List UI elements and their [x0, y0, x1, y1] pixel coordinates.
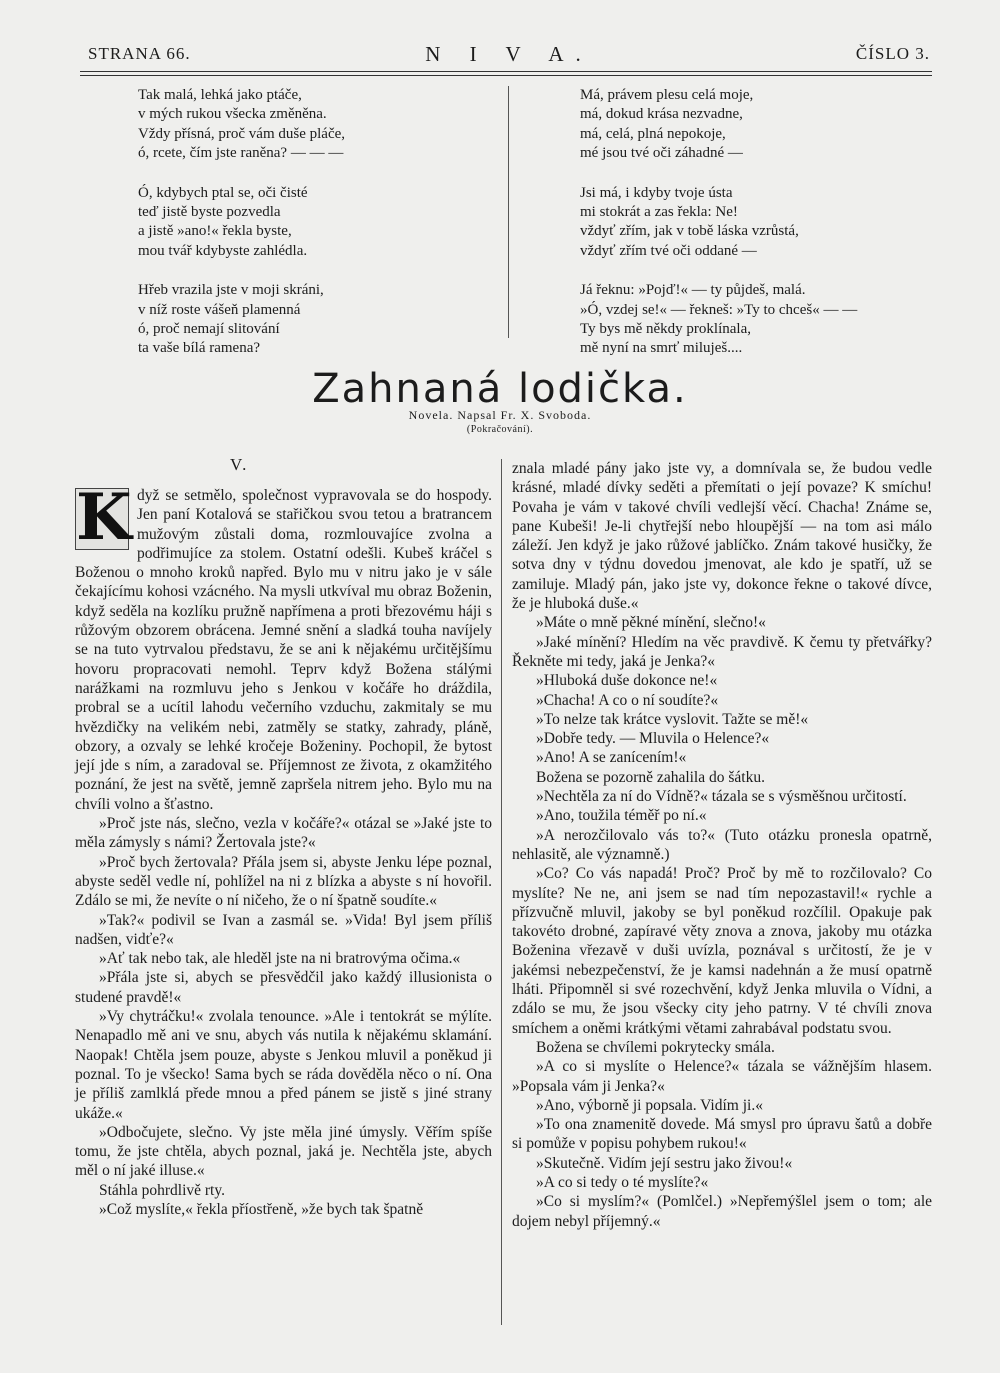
poem-stanza	[138, 184, 488, 262]
poem-line: mé jsou tvé oči záhadné —	[580, 145, 743, 162]
poem-stanza	[138, 86, 488, 164]
poem-line: Hřeb vrazila jste v moji skráni,	[138, 282, 324, 299]
poem-line: vždyť zřím tvé oči oddané —	[580, 242, 757, 259]
poem-line: má, dokud krása nezvadne,	[580, 106, 743, 123]
paragraph: Božena se pozorně zahalila do šátku.	[536, 768, 765, 786]
poem-line: Vždy přísná, proč vám duše pláče,	[138, 125, 346, 142]
poem-line: vždyť zřím, jak v tobě láska vzrůstá,	[580, 223, 799, 240]
paragraph: znala mladé pány jako jste vy, a domnívala se, že budou vedle krásné, mladé dívky seděti a přemítati o její povaze? K smíchu! Povaha je vám v takové chvíli vedlejší věcí. Chacha! Známe se, pane Kubeši! Je-li chytřejší nebo hloupější — na tom asi málo záleží. Jen když je jako růžové jablíčko. Znám takové husičky, že sotva dny v týdnu dovedou jmenovat, ale kdo je spatří, už se zamiluje. Mladý pán, jako jste vy, dokonce řekne o takové dívce, že je hluboká duše.«	[512, 460, 932, 613]
chapter-number: V.	[230, 455, 249, 474]
paragraph: »Hluboká duše dokonce ne!«	[536, 672, 718, 690]
poem-line: mou tvář kdybyste zahlédla.	[138, 242, 308, 259]
paragraph: »Co si myslím?« (Pomlčel.) »Nepřemýšlel jsem o tom; ale dojem nebyl příjemný.«	[512, 1193, 932, 1230]
poem-line: ó, rcete, čím jste raněna? — — —	[138, 145, 344, 162]
paragraph: »Ano, výborně ji popsala. Vidím ji.«	[536, 1096, 763, 1114]
paragraph: »Proč jste nás, slečno, vezla v kočáře?« otázal se »Jaké jste to měla zámysly s námi? Žertovala jste?«	[75, 815, 492, 852]
paragraph: »To nelze tak krátce vyslovit. Tažte se mě!«	[536, 710, 809, 728]
paragraph: »Jaké mínění? Hledím na věc pravdivě. K čemu ty přetvářky? Řekněte mi tedy, jaká je Jenka?«	[512, 633, 932, 670]
paragraph: Stáhla pohrdlivě rty.	[99, 1181, 225, 1199]
paragraph: »Přála jste si, abych se přesvědčil jako každý illusionista o studené pravdě!«	[75, 969, 492, 1006]
paragraph: »Proč bych žertovala? Přála jsem si, abyste Jenku lépe poznal, abyste seděl vedle ní, pohlížel na ni z blízka a abyste s ní hovořil. Zdálo se mi, že nevíte o ní ničeho, že o ní špatně soudíte.«	[75, 853, 492, 910]
poem-stanza	[138, 281, 488, 359]
article-byline: Novela. Napsal Fr. X. Svoboda.	[408, 408, 592, 422]
poem-line: v mých rukou všecka změněna.	[138, 106, 327, 123]
paragraph: Božena se chvílemi pokrytecky smála.	[536, 1038, 775, 1056]
issue-number: ČÍSLO 3.	[855, 44, 930, 63]
paragraph: »Skutečně. Vidím její sestru jako živou!«	[536, 1154, 793, 1172]
paragraph: »Co? Co vás napadá! Proč? Proč by mě to rozčilovalo? Co myslíte? Ne ne, ani jsem se nad tím nepozastavil!« rychle a přízvučně mluvil, jakoby se byl poněkud rozčílil. Opakuje pak takovéto drobné, zapíravé věty znova a znova, jakoby mu otázka Boženina vřezavě v duši uvízla, poznával s určitostí, že je v jakémsi nebezpečenství, že je kamsi nadehnán a že musí opatrně lháti. Připomněl si své rozechvění, když Jenka mluvila o Vídni, a zdálo se mu, že jsou všecky city jeho patrny. V té chvíli znova smíchem a oněmi krátkými větami zahrabával podstatu svou.	[512, 865, 932, 1037]
poem-line: »Ó, vzdej se!« — řekneš: »Ty to chceš« — —	[580, 301, 858, 318]
paragraph: »Chacha! A co o ní soudíte?«	[536, 691, 719, 709]
poem-right-column	[580, 86, 920, 379]
paragraph: »A co si myslíte o Helence?« tázala se vážnějším hlasem. »Popsala vám ji Jenka?«	[512, 1058, 932, 1095]
paragraph: »A nerozčilovalo vás to?« (Tuto otázku pronesla opatrně, nehlasitě, ale významně.)	[512, 826, 932, 863]
poem-line: Já řeknu: »Pojď!« — ty půjdeš, malá.	[580, 282, 806, 299]
running-header	[88, 44, 930, 70]
poem-line: Má, právem plesu celá moje,	[580, 87, 754, 103]
paragraph: »Vy chytráčku!« zvolala tenounce. »Ale i tentokrát se mýlíte. Nenapadlo mě ani ve snu, abych vás nutila k nějakému sklamání. Naopak! Chtěla jsem pouze, abyste s Jenkou mluvil a poněkud ji poznal. To je všecko! Sama bych se ráda dověděla něco o ní. Ona je příliš zamlklá přede mnou a před pánem se jistě s jiné strany ukáže.«	[75, 1008, 492, 1122]
header-rule	[80, 71, 932, 72]
paragraph: »Odbočujete, slečno. Vy jste měla jiné úmysly. Věřím spíše tomu, že jste chtěla, abych poznal, jaká je. Nechtěla jste, abych měl o ní jaké illuse.«	[75, 1123, 492, 1180]
journal-name: N I V A.	[425, 42, 593, 66]
poem-stanza	[580, 86, 920, 164]
poem-line: Ó, kdybych ptal se, oči čisté	[138, 184, 308, 201]
poem-line: teď jistě byste pozvedla	[138, 204, 281, 221]
poem-line: Ty bys mě někdy proklínala,	[580, 321, 751, 338]
poem-stanza	[580, 281, 920, 359]
paragraph: »Nechtěla za ní do Vídně?« tázala se s výsměšnou určitostí.	[536, 788, 907, 806]
poem-line: Jsi má, i kdyby tvoje ústa	[580, 184, 733, 201]
article-left-column	[75, 480, 492, 1219]
continuation-note: (Pokračování).	[466, 424, 534, 435]
poem-line: ó, proč nemají slitování	[138, 321, 280, 338]
poem-line: v níž roste vášeň plamenná	[138, 301, 301, 318]
poem-line: mi stokrát a zas řekla: Ne!	[580, 204, 738, 221]
paragraph: »To ona znamenitě dovede. Má smysl pro úpravu šatů a dobře si pomůže v popisu pohybem rukou!«	[512, 1116, 932, 1153]
column-divider	[508, 86, 509, 338]
paragraph: »Ano, toužila téměř po ní.«	[536, 807, 707, 825]
poem-line: ta vaše bílá ramena?	[138, 340, 261, 357]
paragraph: »Dobře tedy. — Mluvila o Helence?«	[536, 730, 770, 748]
paragraph: »Ať tak nebo tak, ale hleděl jste na ni bratrovýma očima.«	[99, 950, 461, 968]
article-title: Zahnaná lodička.	[312, 366, 688, 412]
poem-left-column	[138, 86, 488, 379]
poem-stanza	[580, 184, 920, 262]
paragraph: »Což myslíte,« řekla příostřeně, »že bych tak špatně	[99, 1200, 424, 1218]
poem-line: mě nyní na smrť miluješ....	[580, 340, 743, 357]
poem-line: Tak malá, lehká jako ptáče,	[138, 87, 302, 103]
drop-cap: K	[76, 480, 132, 555]
poem-line: má, celá, plná nepokoje,	[580, 125, 726, 142]
paragraph: »A co si tedy o té myslíte?«	[536, 1173, 709, 1191]
paragraph: »Tak?« podivil se Ivan a zasmál se. »Vida! Byl jsem příliš nadšen, vidťe?«	[75, 911, 492, 948]
poem-line: a jistě »ano!« řekla byste,	[138, 223, 292, 240]
paragraph: »Máte o mně pěkné mínění, slečno!«	[536, 614, 766, 632]
column-divider	[501, 459, 502, 1325]
paragraph: »Ano! A se zanícením!«	[536, 749, 687, 767]
lead-text: dyž se setmělo, společnost vypravovala se do hospody. Jen paní Kotalová se stařičkou svou tetou a bratrancem mužovým zůstali doma, rozmlouvajíce zvolna a podřimujíce za stolem. Ostatní odešli. Kubeš kráčel s Boženou o mnoho kroků napřed. Bylo mu v nitru jako je v sále čekajícímu kohosi vzácného. Na mysli utkvíval mu obraz Boženin, když seděla na kozlíku pružně napřímena a proti březovému háji s růžovým obzorem obrácena. Jemné snění a sladká touha navíjely se na tuto vytrvalou představu, že se ani k nějakému určitějšímu hovoru propracovati nemohl. Teprv když Božena stálými narážkami na rozmluvu jeho s Jenkou v kočáře ho dráždila, probral se a ucítil lahodu večerního vzduchu, zakmitaly se mu hvězdičky na velikém nebi, zatměly se statky, zahrady, pláně, obzory, a ozvaly se lehké kročeje Boženiny. Pochopil, že bytost její jde s ním, a zaradoval se. Příjemnost ze života, z okamžitého poznání, že jest na světě, jemně zapršela nitrem jeho. Bylo mu na chvíli volno a šťastno.	[75, 487, 492, 813]
header-rule	[80, 75, 932, 76]
article-right-column	[512, 459, 932, 1231]
lead-paragraph	[75, 480, 492, 814]
page-number: STRANA 66.	[88, 44, 191, 63]
